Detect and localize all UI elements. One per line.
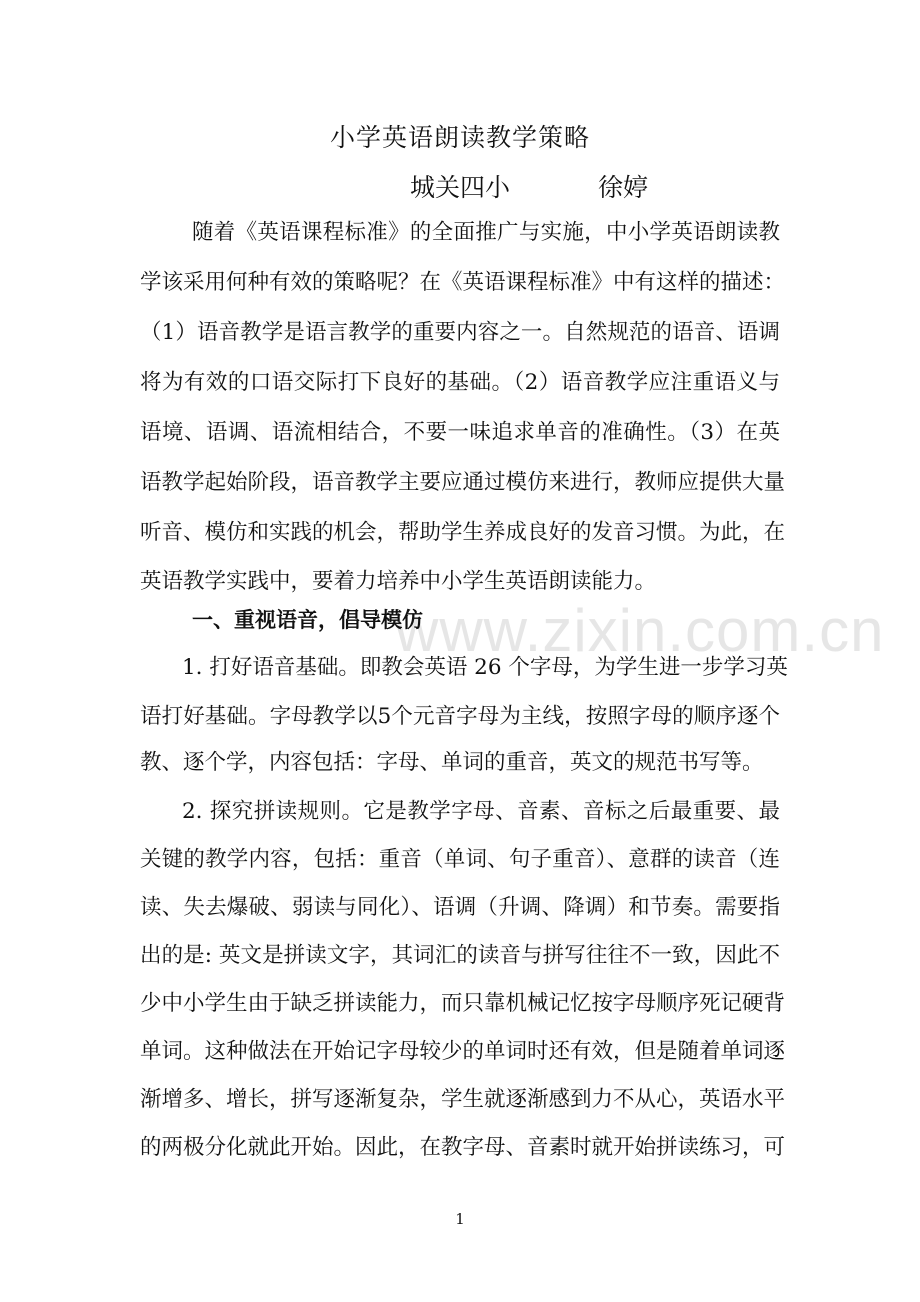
intro-line: 语教学起始阶段，语音教学主要应通过模仿来进行，教师应提供大量 bbox=[140, 470, 786, 495]
intro-line: 语境、语调、语流相结合，不要一味追求单音的准确性。（3）在英 bbox=[140, 420, 780, 445]
intro-line: 随着《英语课程标准》的全面推广与实施，中小学英语朗读教 bbox=[192, 220, 780, 245]
intro-line: 学该采用何种有效的策略呢？在《英语课程标准》中有这样的描述： bbox=[140, 270, 786, 295]
item2-line: 的两极分化就此开始。因此，在教字母、音素时就开始拼读练习，可 bbox=[140, 1135, 786, 1160]
item2-line: 读、失去爆破、弱读与同化）、语调（升调、降调）和节奏。需要指 bbox=[140, 895, 780, 920]
intro-line: 将为有效的口语交际打下良好的基础。（2）语音教学应注重语义与 bbox=[140, 370, 780, 395]
item2-line: 单词。这种做法在开始记字母较少的单词时还有效，但是随着单词逐 bbox=[140, 1039, 786, 1064]
item2-line: 2. 探究拼读规则。它是教学字母、音素、音标之后最重要、最 bbox=[182, 799, 780, 824]
section-heading: 一、重视语音，倡导模仿 bbox=[192, 608, 423, 632]
author-name: 徐婷 bbox=[598, 173, 649, 202]
intro-line: （1）语音教学是语言教学的重要内容之一。自然规范的语音、语调 bbox=[140, 320, 780, 345]
item1-line: 教、逐个学，内容包括：字母、单词的重音，英文的规范书写等。 bbox=[140, 750, 764, 775]
page-number: 1 bbox=[455, 1210, 465, 1228]
intro-line: 英语教学实践中，要着力培养中小学生英语朗读能力。 bbox=[140, 569, 657, 594]
item1-line: 1. 打好语音基础。即教会英语 26 个字母，为学生进一步学习英 bbox=[182, 655, 788, 680]
item2-line: 出的是: 英文是拼读文字，其词汇的读音与拼写往往不一致，因此不 bbox=[140, 943, 780, 968]
document-title: 小学英语朗读教学策略 bbox=[329, 123, 590, 152]
item2-line: 少中小学生由于缺乏拼读能力，而只靠机械记忆按字母顺序死记硬背 bbox=[140, 991, 786, 1016]
item2-line: 关键的教学内容，包括：重音（单词、句子重音）、意群的读音（连 bbox=[140, 847, 780, 872]
watermark: www.zixin.com.cn bbox=[395, 597, 885, 664]
school-name: 城关四小 bbox=[410, 173, 511, 202]
item2-line: 渐增多、增长，拼写逐渐复杂，学生就逐渐感到力不从心，英语水平 bbox=[140, 1087, 786, 1112]
item1-line: 语打好基础。字母教学以5个元音字母为主线，按照字母的顺序逐个 bbox=[140, 704, 780, 729]
intro-line: 听音、模仿和实践的机会，帮助学生养成良好的发音习惯。为此，在 bbox=[140, 520, 786, 545]
